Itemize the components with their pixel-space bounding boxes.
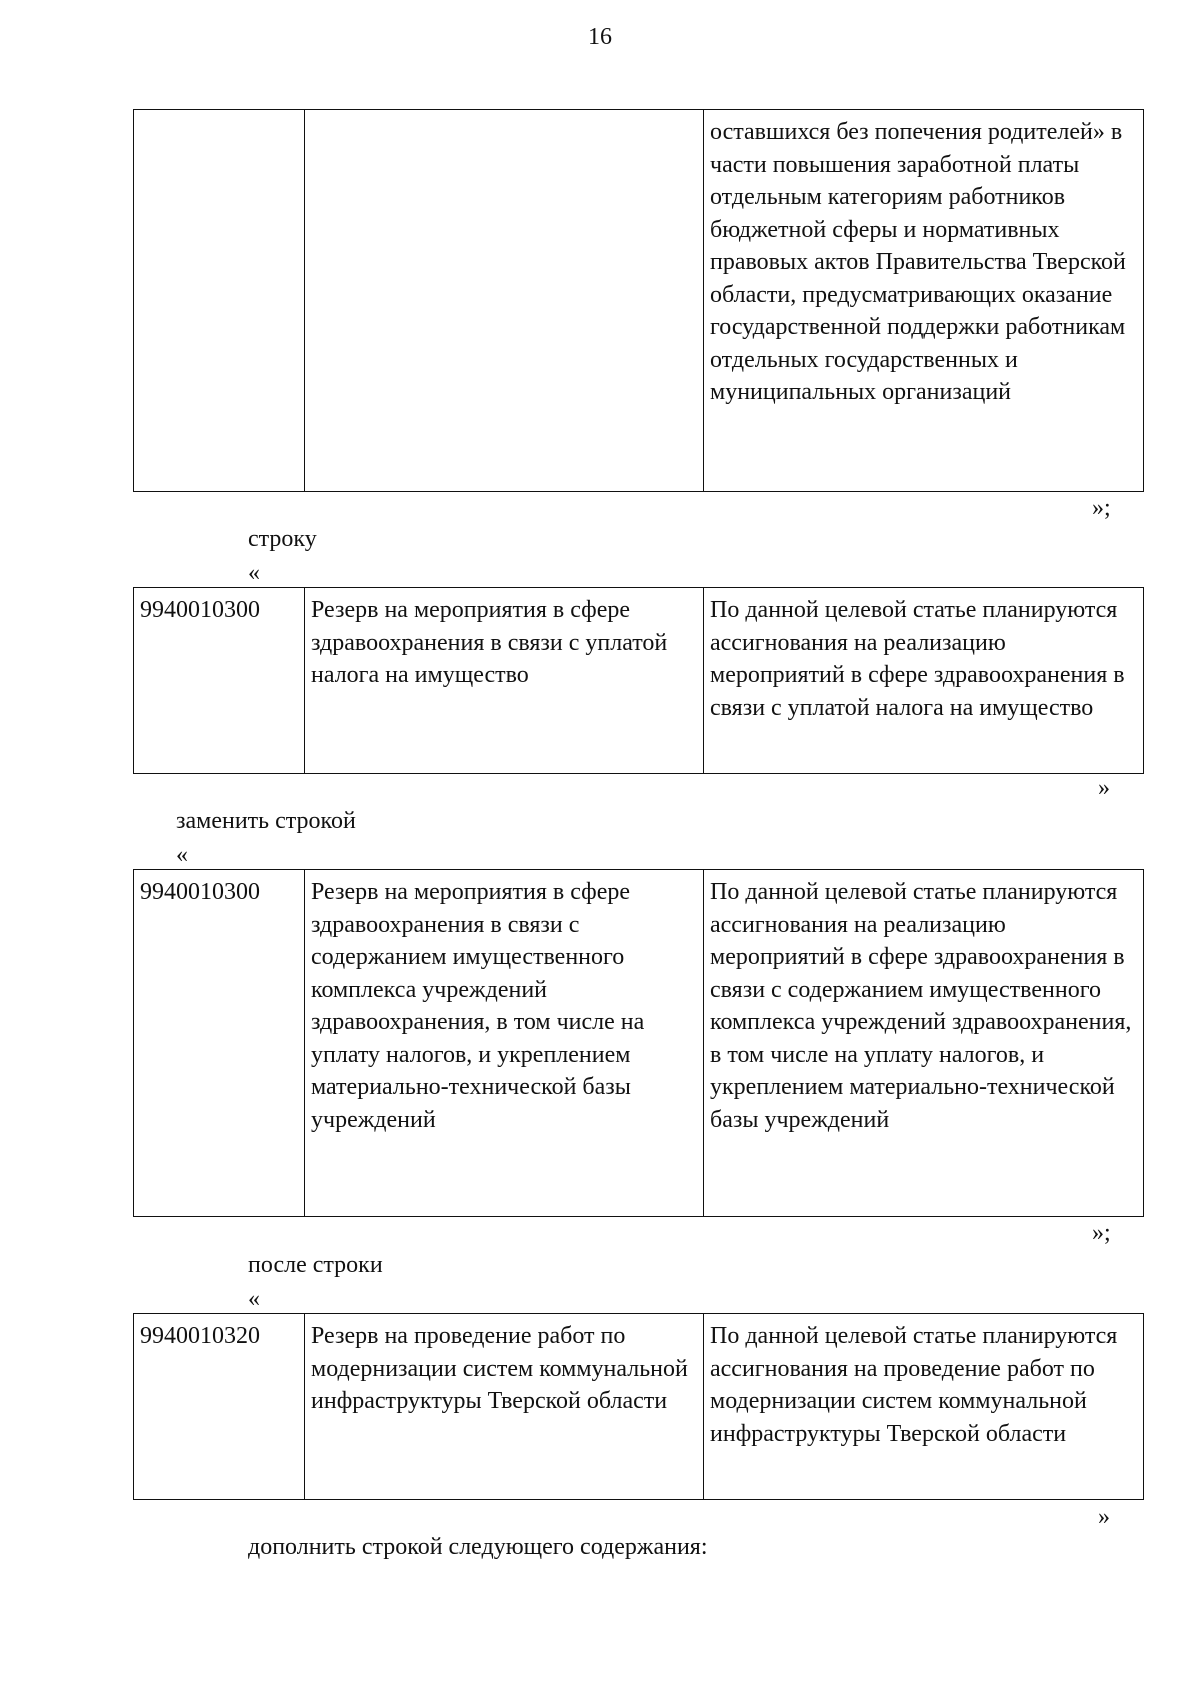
instruction-text: после строки	[248, 1252, 383, 1278]
opening-quote: «	[176, 842, 188, 868]
opening-quote: «	[248, 560, 260, 586]
table-row	[134, 110, 1144, 492]
description-cell: По данной целевой статье планируются ассигнования на проведение работ по модернизации систем коммунальной инфраструктуры Тверской области	[704, 1314, 1144, 1500]
table-row	[134, 870, 1144, 1217]
name-cell: Резерв на мероприятия в сфере здравоохранения в связи с уплатой налога на имущество	[305, 588, 704, 774]
table-row	[134, 1314, 1144, 1500]
code-cell: 9940010300	[134, 588, 305, 774]
name-cell: Резерв на проведение работ по модернизации систем коммунальной инфраструктуры Тверской области	[305, 1314, 704, 1500]
instruction-text: заменить строкой	[176, 808, 356, 834]
budget-table-old-row	[133, 587, 1144, 774]
description-cell: По данной целевой статье планируются ассигнования на реализацию мероприятий в сфере здравоохранения в связи с содержанием имущественного комплекса учреждений здравоохранения, в том числе на уплату налогов, и укреплением материально-технической базы учреждений	[704, 870, 1144, 1217]
closing-quote: »;	[1092, 1220, 1111, 1246]
code-cell: 9940010300	[134, 870, 305, 1217]
code-cell: 9940010320	[134, 1314, 305, 1500]
description-cell: По данной целевой статье планируются ассигнования на реализацию мероприятий в сфере здравоохранения в связи с уплатой налога на имущество	[704, 588, 1144, 774]
budget-table-reference-row	[133, 1313, 1144, 1500]
closing-quote: »;	[1092, 495, 1111, 521]
budget-table-continuation	[133, 109, 1144, 492]
description-cell: оставшихся без попечения родителей» в части повышения заработной платы отдельным категориям работников бюджетной сферы и нормативных правовых актов Правительства Тверской области, предусматривающих оказание государственной поддержки работникам отдельных государственных и муниципальных организаций	[704, 110, 1144, 492]
closing-quote: »	[1098, 775, 1110, 801]
name-cell: Резерв на мероприятия в сфере здравоохранения в связи с содержанием имущественного комплекса учреждений здравоохранения, в том числе на уплату налогов, и укреплением материально-технической базы учреждений	[305, 870, 704, 1217]
opening-quote: «	[248, 1286, 260, 1312]
name-cell	[305, 110, 704, 492]
code-cell	[134, 110, 305, 492]
instruction-text: дополнить строкой следующего содержания:	[248, 1534, 708, 1560]
budget-table-new-row	[133, 869, 1144, 1217]
closing-quote: »	[1098, 1504, 1110, 1530]
page-number: 16	[588, 24, 612, 50]
table-row	[134, 588, 1144, 774]
instruction-text: строку	[248, 526, 317, 552]
